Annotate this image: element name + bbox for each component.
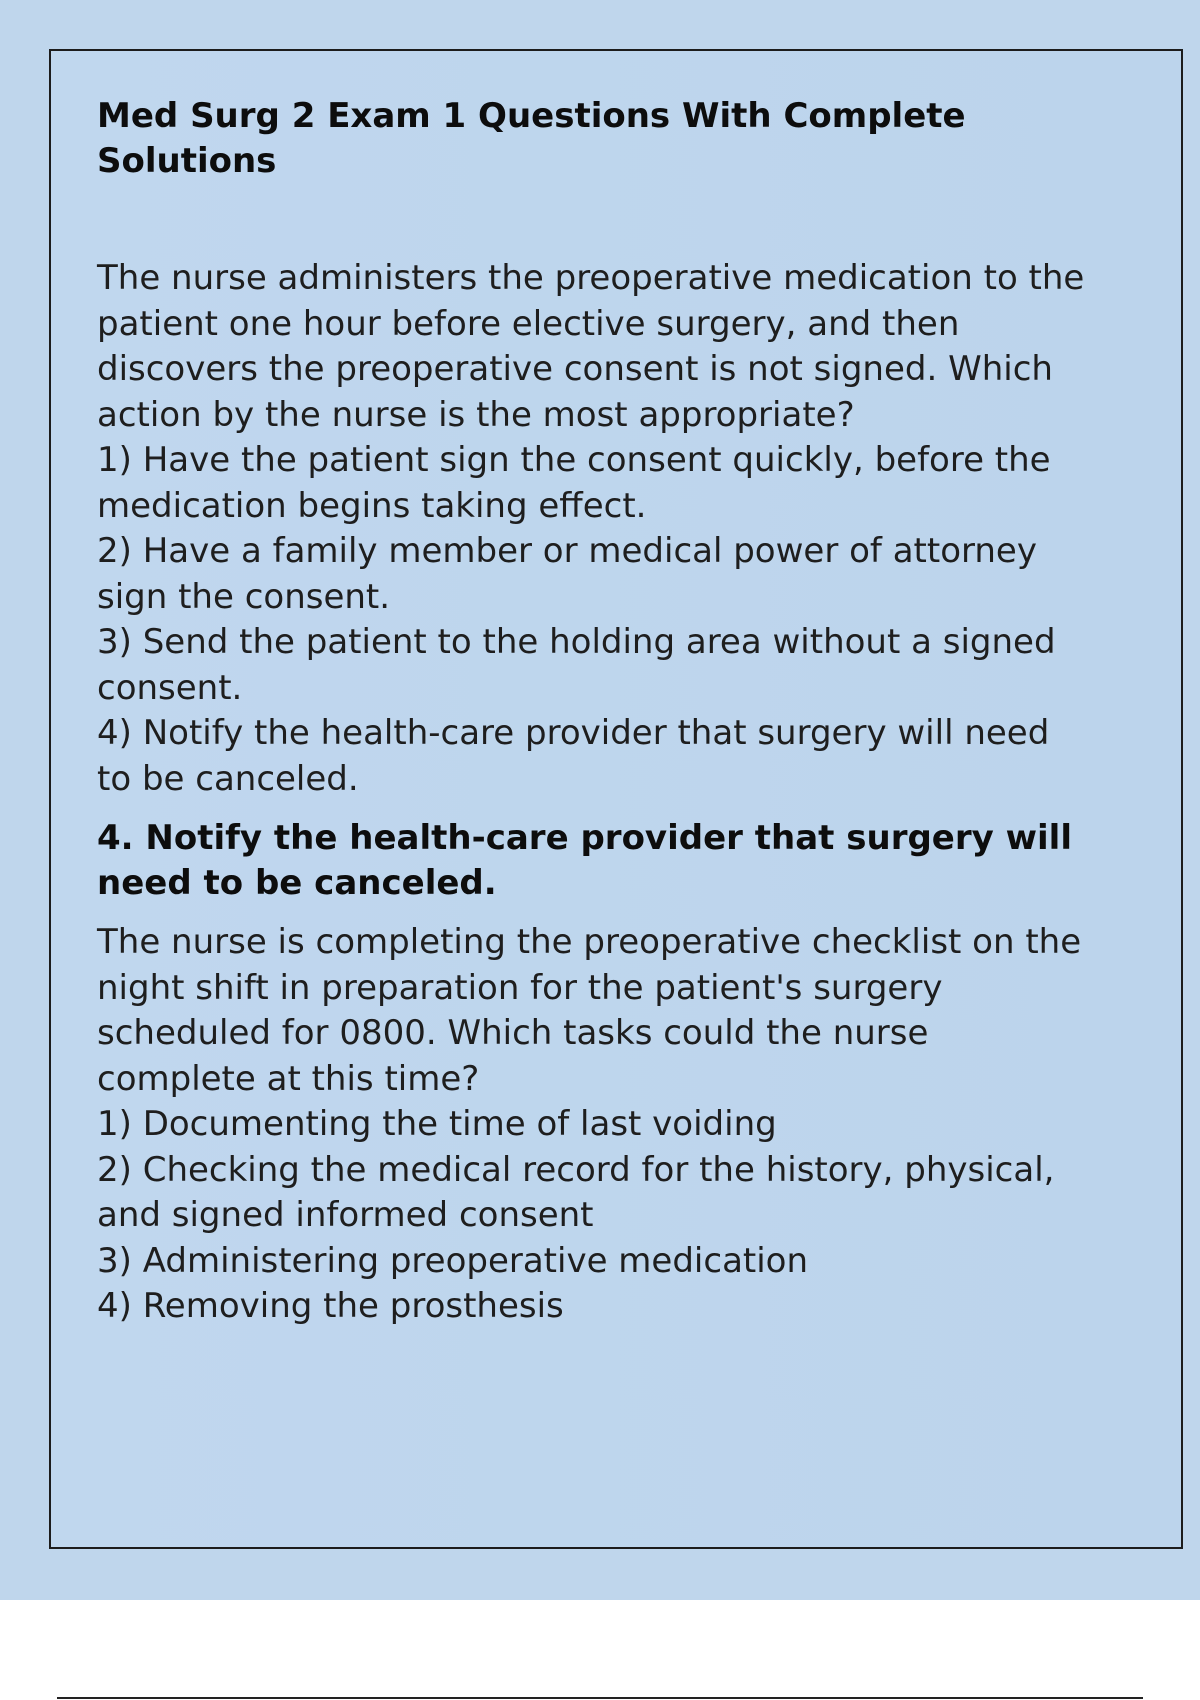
- question-2-option-1: 1) Documenting the time of last voiding: [97, 1104, 777, 1144]
- question-1: [97, 256, 1087, 802]
- question-1-answer: 4. Notify the health-care provider that surgery will need to be canceled.: [97, 818, 1072, 903]
- document-title: Med Surg 2 Exam 1 Questions With Complete Solutions: [97, 96, 966, 181]
- question-2-option-2: 2) Checking the medical record for the history, physical, and signed informed consent: [97, 1149, 1055, 1235]
- question-2-option-3: 3) Administering preoperative medication: [97, 1240, 809, 1281]
- question-1-option-1: 1) Have the patient sign the consent quickly, before the medication begins taking effect.: [97, 440, 1051, 526]
- footer-divider: [57, 1697, 1143, 1699]
- question-2: [97, 920, 1087, 1330]
- question-1-stem: The nurse administers the preoperative medication to the patient one hour before elective surgery, and then discovers the preoperative consent is not signed. Which action by the nurse is the most appropriate?: [97, 258, 1085, 435]
- question-2-option-4: 4) Removing the prosthesis: [97, 1286, 564, 1326]
- question-1-option-2: 2) Have a family member or medical power of attorney sign the consent.: [97, 531, 1037, 617]
- document-content: [97, 94, 1087, 1330]
- question-1-option-4: 4) Notify the health-care provider that surgery will need to be canceled.: [97, 713, 1050, 799]
- question-1-option-3: 3) Send the patient to the holding area without a signed consent.: [97, 622, 1056, 708]
- question-2-stem: The nurse is completing the preoperative checklist on the night shift in preparation for the patient's surgery scheduled for 0800. Which tasks could the nurse complete at this time?: [97, 922, 1082, 1099]
